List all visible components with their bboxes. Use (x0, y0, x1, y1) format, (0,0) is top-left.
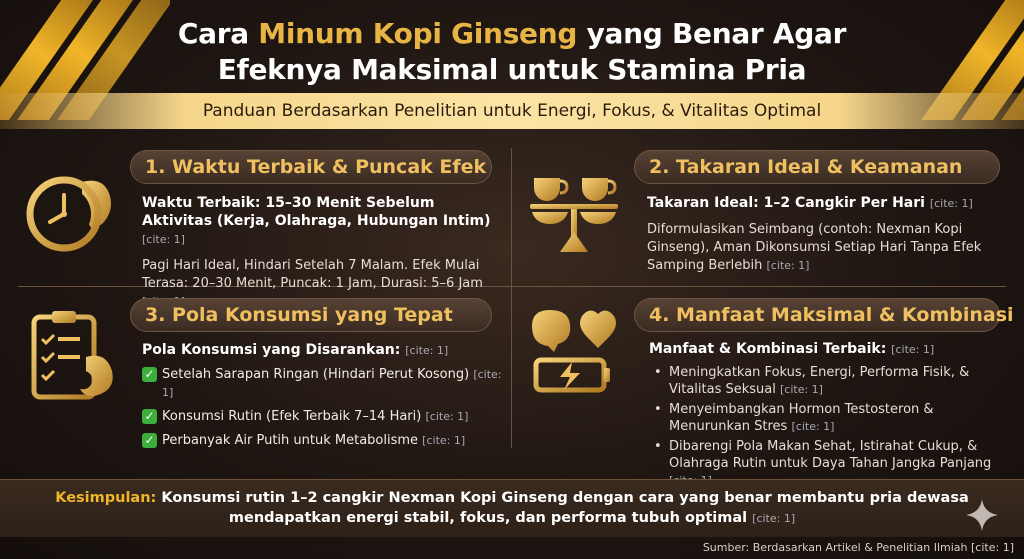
section-1-body: Pagi Hari Ideal, Hindari Setelah 7 Malam. Efek Mulai Terasa: 20–30 Menit, Puncak: 1 Jam, Durasi: 5–6 Jam (142, 258, 483, 291)
subtitle-banner: Panduan Berdasarkan Penelitian untuk Energi, Fokus, & Vitalitas Optimal (0, 93, 1024, 129)
section-4-lead: Manfaat & Kombinasi Terbaik: (649, 341, 887, 357)
source-note: Sumber: Berdasarkan Artikel & Penelitian Ilmiah [cite: 1] (702, 541, 1014, 554)
section-1-lead: Waktu Terbaik: 15–30 Menit Sebelum Aktivitas (Kerja, Olahraga, Hubungan Intim) (142, 195, 491, 229)
section-3-heading: 3. Pola Konsumsi yang Tepat (130, 298, 492, 332)
list-item: • Menyeimbangkan Hormon Testosteron & Menurunkan Stres [cite: 1] (649, 401, 1001, 435)
page-title: Cara Minum Kopi Ginseng yang Benar Agar Efeknya Maksimal untuk Stamina Pria (177, 17, 847, 86)
section-2-body: Diformulasikan Seimbang (contoh: Nexman Kopi Ginseng), Aman Dikonsumsi Setiap Hari Tanpa Efek Samping Berlebih (647, 222, 982, 273)
list-item: ✓ Konsumsi Rutin (Efek Terbaik 7–14 Hari) [cite: 1] (142, 408, 502, 426)
clock-flex-icon (22, 162, 122, 262)
conclusion-label: Kesimpulan: (55, 490, 157, 506)
section-4-content: Manfaat & Kombinasi Terbaik: [cite: 1] • Meningkatkan Fokus, Energi, Performa Fisik, & Vitalitas Seksual [cite: 1] • Menyeimbangkan Hormon Testosteron & Menurunkan Stres [cite: 1] • Dibarengi Pola Makan Sehat, Istirahat Cukup, & Olahraga Rutin untuk Daya Tahan Jangka Panjang (649, 340, 1001, 492)
section-1-heading: 1. Waktu Terbaik & Puncak Efek (130, 150, 492, 184)
section-2-heading: 2. Takaran Ideal & Keamanan (634, 150, 1000, 184)
section-1-content: Waktu Terbaik: 15–30 Menit Sebelum Aktivitas (Kerja, Olahraga, Hubungan Intim) [cite: 1] Pagi Hari Ideal, Hindari Setelah 7 Malam. Efek Mulai Terasa: 20–30 Menit, Puncak: 1 Jam, Durasi: 5–6 Jam (142, 195, 491, 291)
check-icon: ✓ (142, 367, 157, 382)
conclusion-bar: Kesimpulan: Konsumsi rutin 1–2 cangkir Nexman Kopi Ginseng dengan cara yang benar membantu pria dewasa mendapatkan energi stabil, fokus, dan performa tubuh optimal [cite: 1] (0, 479, 1024, 537)
coffee-scale-icon (524, 160, 624, 260)
sparkle-icon (964, 497, 1000, 533)
section-4-heading: 4. Manfaat Maksimal & Kombinasi (634, 298, 1000, 332)
title-highlight: Minum Kopi Ginseng (258, 17, 578, 50)
check-icon: ✓ (142, 409, 157, 424)
list-item: • Meningkatkan Fokus, Energi, Performa Fisik, & Vitalitas Seksual [cite: 1] (649, 364, 1001, 398)
brain-heart-battery-icon (524, 300, 624, 400)
clipboard-stomach-icon (24, 305, 124, 405)
section-2-lead: Takaran Ideal: 1–2 Cangkir Per Hari (647, 195, 925, 211)
list-item: ✓ Setelah Sarapan Ringan (Hindari Perut Kosong) [cite: 1] (142, 366, 502, 402)
check-icon: ✓ (142, 433, 157, 448)
vertical-divider (511, 148, 512, 448)
section-3-content: Pola Konsumsi yang Disarankan: [cite: 1] ✓ Setelah Sarapan Ringan (Hindari Perut Kosong) [cite: 1] ✓ Konsumsi Rutin (Efek Terbaik 7–14 Hari) [cite: 1] ✓ Perbanyak Air Putih untuk Metabolisme [cite: 1] (142, 342, 502, 448)
list-item: • Dibarengi Pola Makan Sehat, Istirahat Cukup, & Olahraga Rutin untuk Daya Tahan Jangka Panjang (649, 438, 1001, 489)
list-item: ✓ Perbanyak Air Putih untuk Metabolisme [cite: 1] (142, 432, 502, 450)
section-3-lead: Pola Konsumsi yang Disarankan: (142, 342, 401, 358)
section-2-content: Takaran Ideal: 1–2 Cangkir Per Hari [cite: 1] Diformulasikan Seimbang (contoh: Nexman Kopi Ginseng), Aman Dikonsumsi Setiap Hari Tanpa Efek Samping Berlebih [cite: 1] (647, 195, 982, 273)
